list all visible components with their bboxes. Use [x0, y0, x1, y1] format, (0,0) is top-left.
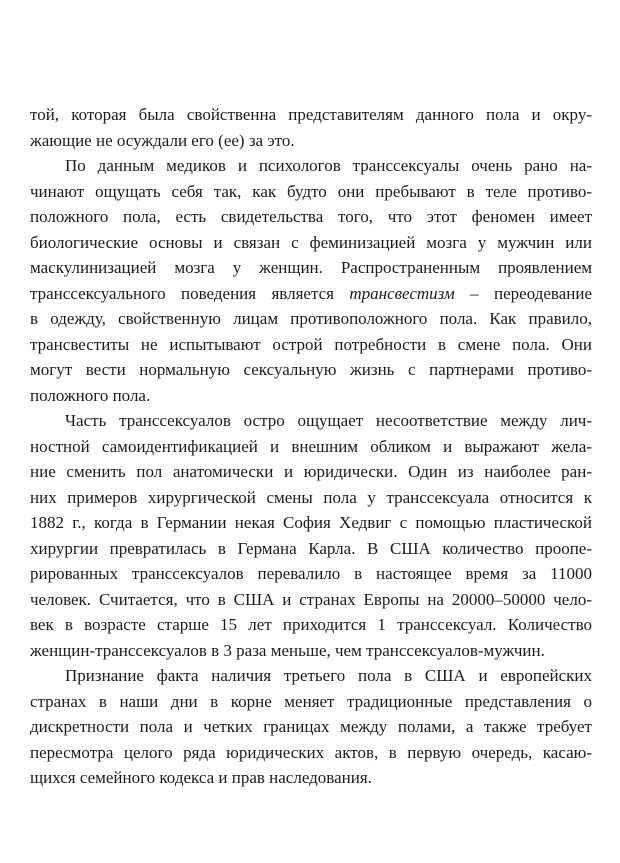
text-line: в одежду, свойственную лицам противоположного пола. Как правило, — [30, 309, 592, 328]
text-line: 1882 г., когда в Германии некая София Хедвиг с помощью пластической — [30, 513, 592, 532]
text-line: век в возрасте старше 15 лет приходится 1 транссексуал. Количество — [30, 615, 592, 634]
text-line: Признание факта наличия третьего пола в США и европейских — [65, 666, 592, 685]
text-line: жающие не осуждали его (ее) за это. — [30, 130, 295, 150]
text-line: могут вести нормальную сексуальную жизнь с партнерами противо- — [30, 360, 592, 379]
text-line: чинают ощущать себя так, как будто они пребывают в теле противо- — [30, 181, 592, 201]
text-line: Часть транссексуалов остро ощущает несоответствие между лич- — [65, 411, 592, 430]
text-line: хирургии превратилась в Германа Карла. В США количество проопе- — [30, 538, 592, 558]
text-line: положного пола. — [30, 385, 151, 405]
text-line: дискретности пола и четких границах между полами, а также требует — [30, 717, 592, 736]
text-line: пересмотра целого ряда юридических актов, в первую очередь, касаю- — [30, 742, 592, 762]
text-line: щихся семейного кодекса и прав наследования. — [30, 768, 372, 787]
text-segment: транссексуального поведения является — [30, 283, 350, 303]
text-line: той, которая была свойственна представителям данного пола и окру- — [30, 105, 592, 124]
text-line: По данным медиков и психологов транссексуалы очень рано на- — [65, 156, 592, 175]
text-line: человек. Считается, что в США и странах Европы на 20000–50000 чело- — [30, 589, 592, 609]
text-line: трансвеститы не испытывают острой потребности в смене пола. Они — [30, 334, 592, 354]
text-line: ностной самоидентификацией и внешним обликом и выражают жела- — [30, 436, 592, 456]
text-line — [30, 283, 592, 305]
text-line: положного пола, есть свидетельства того, что этот феномен имеет — [30, 207, 592, 226]
text-line: странах в наши дни в корне меняет традиционные представления о — [30, 691, 592, 711]
text-segment: – переодевание — [454, 283, 592, 303]
text-line: рированных транссексуалов перевалило в настоящее время за 11000 — [30, 564, 592, 583]
text-line: биологические основы и связан с феминизацией мозга у мужчин или — [30, 232, 592, 252]
text-line: ние сменить пол анатомически и юридически. Один из наиболее ран- — [30, 462, 592, 481]
text-line: них примеров хирургической смены пола у транссексуала относится к — [30, 487, 592, 507]
text-line: женщин-транссексуалов в 3 раза меньше, чем транссексуалов-мужчин. — [30, 640, 545, 660]
text-line: маскулинизацией мозга у женщин. Распространенным проявлением — [30, 258, 592, 277]
italic-term: трансвестизм — [349, 283, 455, 303]
